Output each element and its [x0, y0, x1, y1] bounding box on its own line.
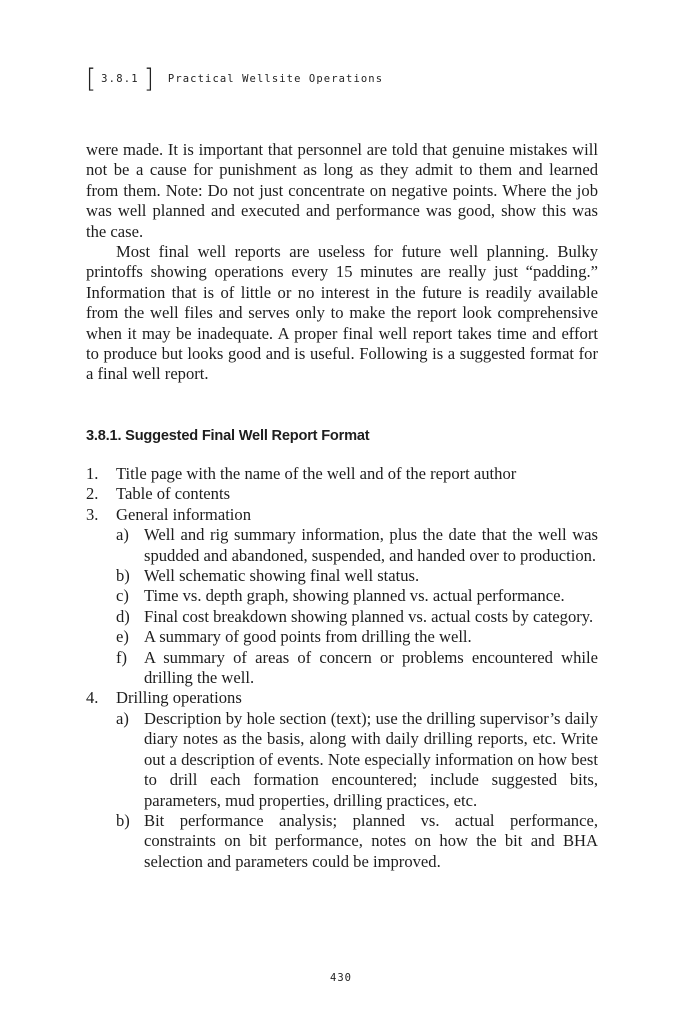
sublist-item-text: Well and rig summary information, plus the date that the well was spudded and abandoned, suspended, and handed over to production. — [144, 525, 598, 565]
section-heading: 3.8.1. Suggested Final Well Report Format — [86, 428, 370, 444]
list-item — [86, 688, 598, 708]
report-format-list — [86, 464, 598, 872]
sublist-item-text: A summary of good points from drilling the well. — [144, 627, 472, 647]
sublist-item — [86, 525, 598, 566]
sublist-item — [86, 709, 598, 811]
paragraph-1: were made. It is important that personnel are told that genuine mistakes will not be a cause for punishment as long as they admit to them and learned from them. Note: Do not just concentrate on negative points. Where the job was well planned and executed and performance was good, show this was the case. — [86, 140, 598, 241]
sublist-item — [86, 607, 598, 627]
sublist-item-text: Time vs. depth graph, showing planned vs. actual performance. — [144, 586, 565, 606]
header-running-title: Practical Wellsite Operations — [167, 73, 384, 85]
paragraph-2: Most final well reports are useless for future well planning. Bulky printoffs showing operations every 15 minutes are really just “padding.” Information that is of little or no interest in the future is readily available from the well files and serves only to make the report look comprehensive when it may be inadequate. A proper final well report takes time and effort to produce but looks good and is useful. Following is a suggested format for a final well report. — [86, 242, 598, 384]
list-item-text: Table of contents — [116, 484, 231, 504]
sublist-item-text: Description by hole section (text); use the drilling supervisor’s daily diary notes as the basis, along with daily drilling reports, etc. Write out a description of events. Note especially information on how best to drill each formation encountered; include suggested bits, parameters, mud properties, drilling practices, etc. — [144, 708, 598, 810]
list-item — [86, 484, 598, 504]
sublist-item-text: Bit performance analysis; planned vs. actual performance, constraints on bit performance, notes on how the bit and BHA selection and parameters could be improved. — [144, 810, 598, 871]
sublist-item-text: Final cost breakdown showing planned vs. actual costs by category. — [144, 606, 594, 626]
list-item-number: 2. — [86, 484, 99, 504]
sublist-item-letter: c) — [116, 586, 129, 606]
sublist-item-letter: d) — [116, 606, 130, 626]
list-item-number: 3. — [86, 504, 99, 524]
sublist-item-letter: a) — [116, 708, 129, 728]
list-item — [86, 505, 598, 525]
sublist-item — [86, 648, 598, 689]
list-item-text: General information — [116, 504, 252, 524]
body-text — [86, 140, 598, 385]
sublist-item — [86, 811, 598, 872]
list-item-number: 4. — [86, 688, 99, 708]
sublist-item-letter: e) — [116, 627, 129, 647]
header-bracket-open: [ — [86, 64, 97, 94]
sublist-item-text: A summary of areas of concern or problems encountered while drilling the well. — [144, 647, 598, 688]
list-item-text: Drilling operations — [116, 688, 242, 708]
sublist-item-text: Well schematic showing final well status. — [144, 566, 420, 586]
list-item — [86, 464, 598, 484]
list-item-number: 1. — [86, 464, 99, 483]
sublist-item-letter: b) — [116, 566, 130, 586]
header-bracket-close: ] — [143, 64, 154, 94]
header-section-number: 3.8.1 — [101, 73, 139, 85]
sublist-item-letter: b) — [116, 810, 130, 830]
sublist-item — [86, 627, 598, 647]
sublist-item — [86, 566, 598, 586]
sublist-item-letter: f) — [116, 647, 128, 667]
running-header — [86, 64, 383, 94]
sublist-item — [86, 586, 598, 606]
sublist-item-letter: a) — [116, 525, 129, 545]
page-number: 430 — [330, 972, 352, 984]
list-item-text: Title page with the name of the well and of the report author — [116, 464, 517, 483]
